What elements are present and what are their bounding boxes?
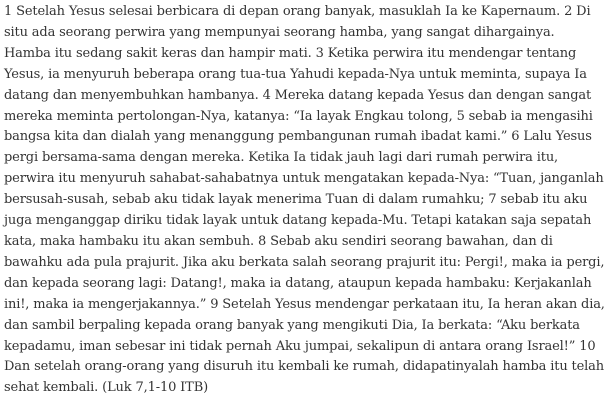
verse-2: 2 Di situ ada seorang perwira yang mempunyai seorang hamba, yang sangat dihargainya. Hamba itu sedang sakit keras dan hampir mati.: [4, 4, 591, 61]
verse-8: 8 Sebab aku sendiri seorang bawahan, dan di bawahku ada pula prajurit. Jika aku berkata salah seorang prajurit itu: Pergi!, maka ia pergi, dan kepada seorang lagi: Datang!, maka ia datang, ataupun kepada hambaku: Kerjakanlah ini!, maka ia mengerjakannya.”: [4, 233, 605, 312]
scripture-reference: (Luk 7,1-10 ITB): [102, 380, 209, 396]
verse-6: 6 Lalu Yesus pergi bersama-sama dengan mereka. Ketika Ia tidak jauh lagi dari rumah perwira itu, perwira itu menyuruh sahabat-sahabatnya untuk mengatakan kepada-Nya: “Tuan, janganlah bersusah-susah, sebab aku tidak layak menerima Tuan di dalam rumahku;: [4, 129, 604, 208]
verse-4: 4 Mereka datang kepada Yesus dan dengan sangat mereka meminta pertolongan-Nya, katanya: “Ia layak Engkau tolong,: [4, 87, 592, 124]
verse-9: 9 Setelah Yesus mendengar perkataan itu, Ia heran akan dia, dan sambil berpaling kepada orang banyak yang mengikuti Dia, Ia berkata: “Aku berkata kepadamu, iman sebesar ini tidak pernah Aku jumpai, sekalipun di antara orang Israel!”: [4, 296, 605, 354]
verse-5: 5 sebab ia mengasihi bangsa kita dan dialah yang menanggung pembangunan rumah ibadat kami.”: [4, 108, 593, 145]
verse-1: 1 Setelah Yesus selesai berbicara di depan orang banyak, masuklah Ia ke Kapernaum.: [4, 4, 561, 19]
verse-3: 3 Ketika perwira itu mendengar tentang Yesus, ia menyuruh beberapa orang tua-tua Yahudi kepada-Nya untuk meminta, supaya Ia datang dan menyembuhkan hambanya.: [4, 45, 587, 103]
verse-10: 10 Dan setelah orang-orang yang disuruh itu kembali ke rumah, didapatinyalah hamba itu telah sehat kembali.: [4, 338, 604, 396]
verse-7: 7 sebab itu aku juga menganggap diriku tidak layak untuk datang kepada-Mu. Tetapi katakan saja sepatah kata, maka hambaku itu akan sembuh.: [4, 192, 592, 249]
